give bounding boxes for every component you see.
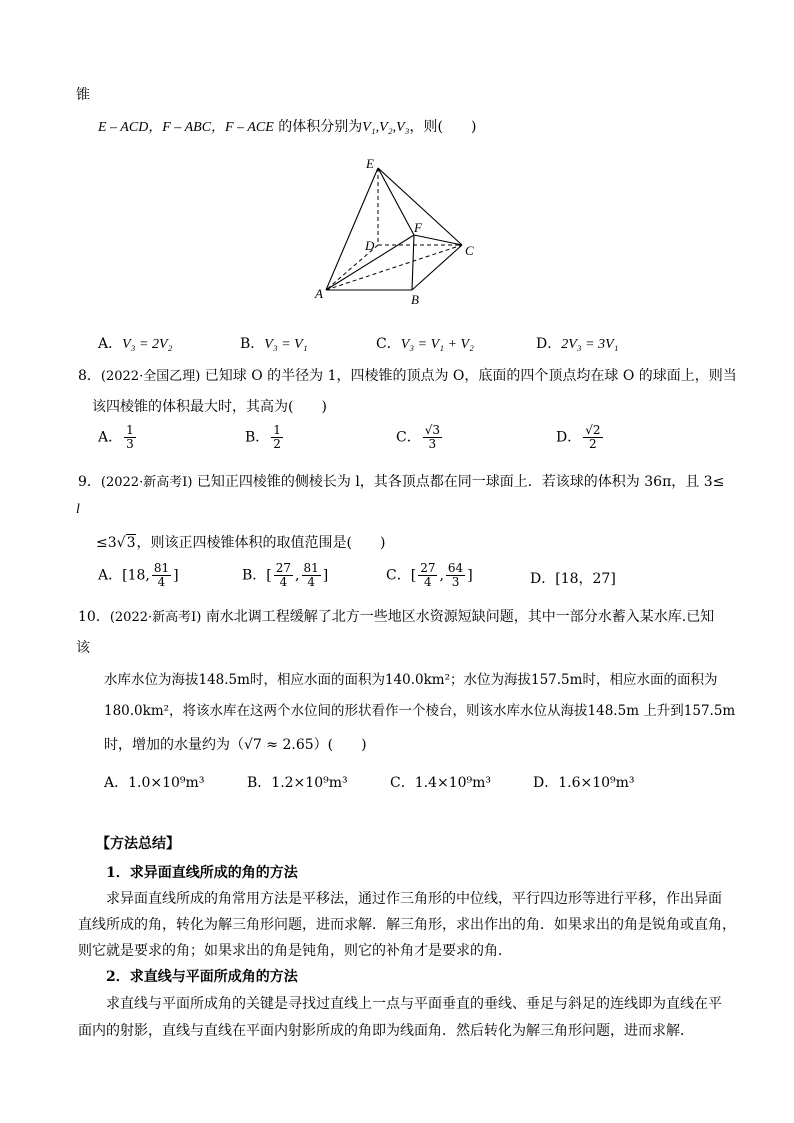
option-key: D．: [533, 775, 559, 791]
option-text: ,: [295, 567, 300, 584]
option-text: ]: [322, 567, 329, 584]
q7-stem-text: 的体积分别为: [278, 119, 363, 135]
option-key: B．: [242, 567, 267, 584]
q8-stem-text: 已知球 O 的半径为 1，四棱锥的顶点为 O，底面的四个顶点均在球 O 的球面上，则当: [204, 368, 737, 384]
q7-stem-vars: V₁,V₂,V₃: [362, 120, 410, 135]
fraction: [124, 424, 136, 451]
question-number: 9．: [78, 474, 101, 490]
question-source: (2022·新高考Ⅰ): [109, 610, 202, 625]
q7-figure: [310, 150, 500, 310]
option-key: D．: [530, 571, 556, 587]
q9-line1: [78, 471, 724, 491]
option-key: C．: [376, 336, 401, 352]
inequality-text: ≤3: [96, 535, 117, 551]
option-key: A．: [98, 336, 123, 352]
q10-option-d[interactable]: [533, 772, 635, 792]
option-key: A．: [98, 429, 123, 446]
denominator: 2: [273, 437, 281, 451]
q7-stem-end: ，则( ): [409, 119, 477, 135]
fraction: [274, 562, 293, 589]
option-text: 1.4×10⁹m³: [414, 775, 492, 791]
denominator: 4: [157, 575, 166, 589]
option-text: [: [410, 567, 417, 584]
numerator: 27: [275, 561, 292, 575]
q10-line2: 该: [76, 640, 90, 656]
q9-stem-text: 已知正四棱锥的侧棱长为 l，其各顶点都在同一球面上．若该球的体积为 36π，且 3≤: [196, 474, 725, 490]
summary-section1-title: 1．求异面直线所成的角的方法: [106, 865, 298, 881]
radicand: 3: [126, 535, 136, 551]
q8-option-c[interactable]: [396, 424, 444, 451]
numerator: 64: [447, 561, 464, 575]
question-source: (2022·全国乙理): [100, 369, 201, 384]
q9-stem-end: ，则该正四棱锥体积的取值范围是( ): [136, 535, 386, 551]
fraction: [271, 424, 283, 451]
q9-option-c[interactable]: [386, 562, 473, 589]
label-D: D: [365, 238, 375, 253]
option-text: [: [266, 567, 272, 584]
option-key: C．: [386, 567, 411, 584]
option-key: B．: [247, 775, 272, 791]
option-key: D．: [536, 336, 562, 352]
question-number: 8．: [78, 368, 101, 384]
numerator: 1: [273, 423, 281, 437]
denominator: 3: [126, 437, 134, 451]
option-text: 2V₃ = 3V₁: [561, 337, 619, 352]
option-text: 1.6×10⁹m³: [558, 775, 635, 791]
denominator: 3: [428, 437, 437, 451]
q8-option-a[interactable]: [98, 424, 138, 451]
option-text: V₃ = V₁: [264, 337, 308, 352]
q9-line3: [96, 532, 385, 552]
denominator: 4: [279, 575, 288, 589]
q7-option-d[interactable]: [536, 333, 619, 353]
question-source: (2022·新高考Ⅰ): [100, 475, 193, 490]
numerator: 81: [153, 561, 170, 575]
option-text: ,: [439, 567, 444, 584]
option-key: C．: [390, 775, 415, 791]
option-text: V₃ = V₁ + V₂: [400, 337, 474, 352]
q10-option-c[interactable]: [390, 772, 491, 792]
q8-line1: [78, 365, 737, 385]
summary-section2-line1: 求直线与平面所成角的关键是寻找过直线上一点与平面垂直的垂线、垂足与斜足的连线即为直线在平: [106, 996, 722, 1012]
q8-option-b[interactable]: [245, 424, 285, 451]
fraction: [583, 424, 602, 451]
q7-option-c[interactable]: [376, 333, 474, 353]
question-number: 10．: [78, 609, 110, 625]
denominator: 2: [589, 437, 597, 451]
denominator: 4: [307, 575, 315, 589]
label-F: F: [414, 220, 422, 235]
fraction: [418, 562, 437, 589]
q10-option-a[interactable]: [104, 772, 204, 792]
q9-option-b[interactable]: [242, 562, 328, 589]
fraction: [302, 562, 321, 589]
summary-section2-title: 2．求直线与平面所成角的方法: [106, 969, 298, 985]
q9-option-a[interactable]: [98, 562, 179, 589]
fraction: [152, 562, 171, 589]
numerator: 27: [420, 561, 436, 575]
option-text: ]: [173, 567, 179, 584]
option-key: A．: [104, 775, 129, 791]
continued-text: 锥: [76, 87, 90, 103]
option-key: D．: [556, 429, 582, 446]
q10-option-b[interactable]: [247, 772, 348, 792]
option-key: A．: [98, 567, 123, 584]
summary-section2-line2: 面内的射影，直线与直线在平面内射影所成的角即为线面角．然后转化为解三角形问题，进而求解．: [78, 1023, 694, 1039]
option-text: 1.2×10⁹m³: [271, 775, 348, 791]
q7-option-a[interactable]: [98, 333, 172, 353]
option-key: B．: [245, 429, 270, 446]
q10-line5: 时，增加的水量约为（√7 ≈ 2.65）( ): [104, 737, 367, 753]
option-text: [18，27]: [555, 571, 616, 587]
numerator: √2: [585, 423, 601, 437]
q8-option-d[interactable]: [556, 424, 605, 451]
fraction: [446, 562, 465, 589]
option-text: ]: [467, 567, 473, 584]
option-text: 1.0×10⁹m³: [128, 775, 205, 791]
denominator: 4: [424, 575, 432, 589]
q10-line4: 180.0km²，将该水库在这两个水位间的形状看作一个棱台，则该水库水位从海拔148.5m 上升到157.5m: [104, 703, 736, 719]
label-E: E: [366, 156, 374, 171]
summary-heading: 【方法总结】: [96, 836, 180, 852]
radical: √3: [116, 535, 136, 551]
q9-line2: l: [76, 502, 80, 517]
summary-section1-line2: 直线所成的角，转化为解三角形问题，进而求解．解三角形，求出作出的角．如果求出的角是锐角或直角，: [78, 917, 736, 933]
denominator: 3: [451, 575, 460, 589]
label-A: A: [315, 286, 323, 301]
numerator: √3: [424, 423, 440, 437]
summary-section1-line1: 求异面直线所成的角常用方法是平移法，通过作三角形的中位线，平行四边形等进行平移，作出异面: [106, 891, 722, 907]
q7-option-b[interactable]: [240, 333, 308, 353]
q9-option-d[interactable]: [530, 568, 616, 588]
fraction: [423, 424, 442, 451]
q8-line2: 该四棱锥的体积最大时，其高为( ): [92, 399, 327, 415]
label-C: C: [465, 243, 474, 258]
summary-section1-line3: 则它就是要求的角；如果求出的角是钝角，则它的补角才是要求的角．: [78, 943, 512, 959]
numerator: 81: [303, 561, 319, 575]
option-text: V₃ = 2V₂: [122, 337, 173, 352]
option-key: B．: [240, 336, 265, 352]
q10-line1: [78, 606, 714, 626]
q7-stem-solids: E – ACD，F – ABC，F – ACE: [98, 120, 274, 135]
option-key: C．: [396, 429, 421, 446]
numerator: 1: [126, 423, 134, 437]
q10-line3: 水库水位为海拔148.5m时，相应水面的面积为140.0km²；水位为海拔157.5m时，相应水面的面积为: [104, 672, 718, 688]
q7-stem: [98, 116, 476, 136]
option-text: [18,: [122, 567, 150, 584]
label-B: B: [411, 292, 419, 307]
q10-stem-text: 南水北调工程缓解了北方一些地区水资源短缺问题，其中一部分水蓄入某水库.已知: [205, 609, 715, 625]
